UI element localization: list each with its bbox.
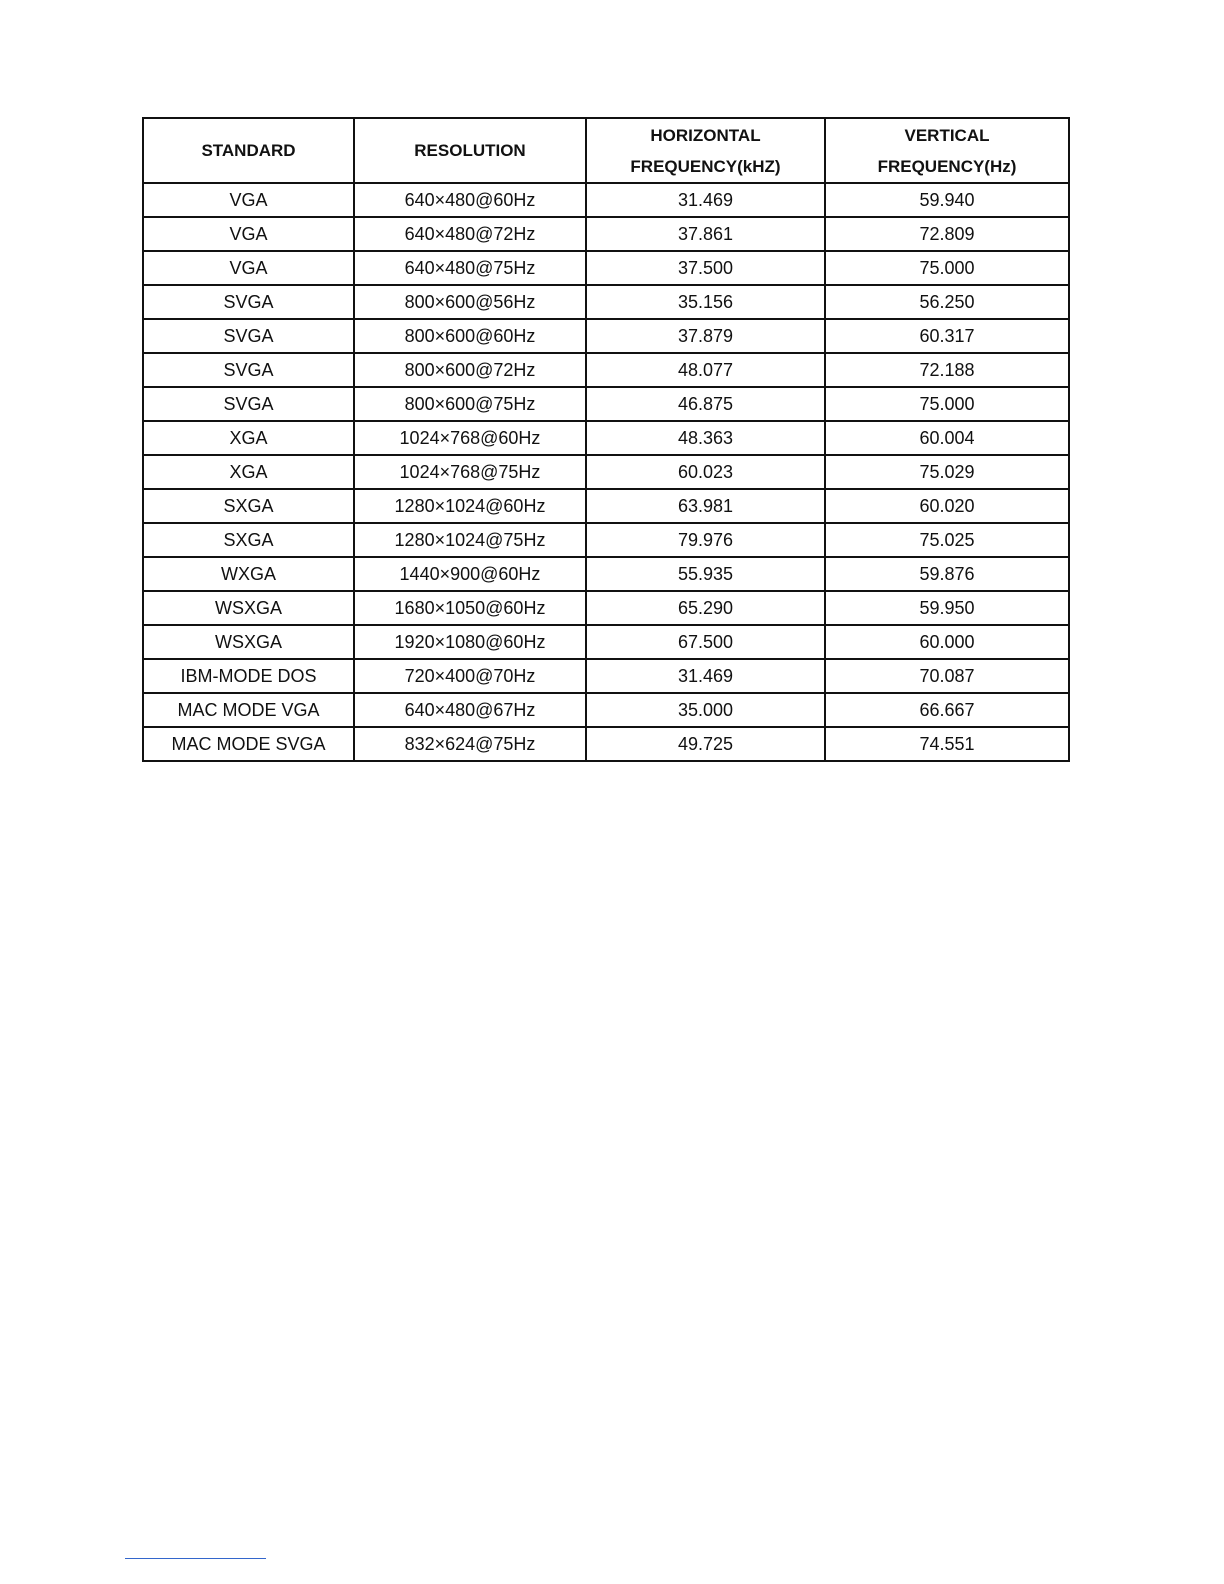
- table-row: [143, 591, 1069, 625]
- timing-table-header: [143, 118, 1069, 183]
- header-horizontal-frequency: [586, 118, 825, 183]
- cell-resolution: 800×600@72Hz: [354, 353, 586, 387]
- cell-resolution: 640×480@60Hz: [354, 183, 586, 217]
- header-vertical-line1: VERTICAL: [904, 125, 990, 145]
- cell-standard: SVGA: [143, 387, 354, 421]
- cell-vertical: 60.317: [825, 319, 1069, 353]
- cell-vertical: 75.000: [825, 387, 1069, 421]
- table-row: [143, 183, 1069, 217]
- cell-standard: VGA: [143, 183, 354, 217]
- table-row: [143, 251, 1069, 285]
- cell-vertical: 75.025: [825, 523, 1069, 557]
- cell-horizontal: 79.976: [586, 523, 825, 557]
- cell-resolution: 832×624@75Hz: [354, 727, 586, 761]
- header-resolution: [354, 118, 586, 183]
- cell-standard: MAC MODE SVGA: [143, 727, 354, 761]
- cell-horizontal: 37.500: [586, 251, 825, 285]
- cell-resolution: 800×600@60Hz: [354, 319, 586, 353]
- cell-standard: IBM-MODE DOS: [143, 659, 354, 693]
- cell-horizontal: 35.156: [586, 285, 825, 319]
- table-row: [143, 285, 1069, 319]
- cell-vertical: 60.004: [825, 421, 1069, 455]
- table-row: [143, 625, 1069, 659]
- timing-table-body: [143, 183, 1069, 761]
- cell-horizontal: 48.077: [586, 353, 825, 387]
- footnote-separator: [125, 1558, 266, 1559]
- cell-vertical: 59.876: [825, 557, 1069, 591]
- table-row: [143, 693, 1069, 727]
- cell-vertical: 72.809: [825, 217, 1069, 251]
- cell-vertical: 70.087: [825, 659, 1069, 693]
- cell-vertical: 75.029: [825, 455, 1069, 489]
- cell-standard: SXGA: [143, 489, 354, 523]
- header-resolution-label: RESOLUTION: [414, 141, 526, 160]
- cell-standard: XGA: [143, 455, 354, 489]
- cell-horizontal: 37.861: [586, 217, 825, 251]
- cell-resolution: 1280×1024@60Hz: [354, 489, 586, 523]
- table-row: [143, 557, 1069, 591]
- cell-resolution: 1920×1080@60Hz: [354, 625, 586, 659]
- cell-resolution: 640×480@67Hz: [354, 693, 586, 727]
- header-standard: [143, 118, 354, 183]
- cell-vertical: 75.000: [825, 251, 1069, 285]
- cell-resolution: 1024×768@60Hz: [354, 421, 586, 455]
- cell-horizontal: 67.500: [586, 625, 825, 659]
- cell-standard: XGA: [143, 421, 354, 455]
- cell-horizontal: 63.981: [586, 489, 825, 523]
- table-row: [143, 217, 1069, 251]
- table-row: [143, 523, 1069, 557]
- table-row: [143, 727, 1069, 761]
- cell-vertical: 72.188: [825, 353, 1069, 387]
- cell-standard: SVGA: [143, 353, 354, 387]
- cell-resolution: 1024×768@75Hz: [354, 455, 586, 489]
- header-horizontal-line1: HORIZONTAL: [650, 125, 761, 145]
- cell-horizontal: 48.363: [586, 421, 825, 455]
- table-row: [143, 387, 1069, 421]
- header-vertical-frequency: [825, 118, 1069, 183]
- header-horizontal-line2: FREQUENCY(kHZ): [630, 156, 781, 176]
- timing-table: [142, 117, 1070, 762]
- cell-horizontal: 46.875: [586, 387, 825, 421]
- cell-vertical: 59.950: [825, 591, 1069, 625]
- table-row: [143, 421, 1069, 455]
- cell-vertical: 59.940: [825, 183, 1069, 217]
- header-row: [143, 118, 1069, 183]
- cell-resolution: 1440×900@60Hz: [354, 557, 586, 591]
- cell-standard: WSXGA: [143, 625, 354, 659]
- cell-resolution: 1280×1024@75Hz: [354, 523, 586, 557]
- cell-standard: VGA: [143, 251, 354, 285]
- cell-standard: SVGA: [143, 319, 354, 353]
- cell-standard: MAC MODE VGA: [143, 693, 354, 727]
- cell-vertical: 74.551: [825, 727, 1069, 761]
- cell-horizontal: 55.935: [586, 557, 825, 591]
- cell-standard: VGA: [143, 217, 354, 251]
- cell-vertical: 66.667: [825, 693, 1069, 727]
- table-row: [143, 659, 1069, 693]
- cell-vertical: 56.250: [825, 285, 1069, 319]
- table-row: [143, 489, 1069, 523]
- cell-standard: SVGA: [143, 285, 354, 319]
- cell-standard: SXGA: [143, 523, 354, 557]
- table-row: [143, 319, 1069, 353]
- cell-horizontal: 31.469: [586, 659, 825, 693]
- cell-horizontal: 37.879: [586, 319, 825, 353]
- header-standard-label: STANDARD: [201, 141, 296, 160]
- cell-horizontal: 60.023: [586, 455, 825, 489]
- cell-resolution: 640×480@75Hz: [354, 251, 586, 285]
- cell-horizontal: 65.290: [586, 591, 825, 625]
- cell-horizontal: 31.469: [586, 183, 825, 217]
- cell-standard: WXGA: [143, 557, 354, 591]
- cell-horizontal: 49.725: [586, 727, 825, 761]
- cell-horizontal: 35.000: [586, 693, 825, 727]
- table-row: [143, 353, 1069, 387]
- cell-resolution: 1680×1050@60Hz: [354, 591, 586, 625]
- cell-standard: WSXGA: [143, 591, 354, 625]
- cell-vertical: 60.020: [825, 489, 1069, 523]
- header-vertical-line2: FREQUENCY(Hz): [877, 156, 1017, 176]
- cell-resolution: 800×600@75Hz: [354, 387, 586, 421]
- table-row: [143, 455, 1069, 489]
- cell-resolution: 800×600@56Hz: [354, 285, 586, 319]
- cell-resolution: 640×480@72Hz: [354, 217, 586, 251]
- cell-vertical: 60.000: [825, 625, 1069, 659]
- cell-resolution: 720×400@70Hz: [354, 659, 586, 693]
